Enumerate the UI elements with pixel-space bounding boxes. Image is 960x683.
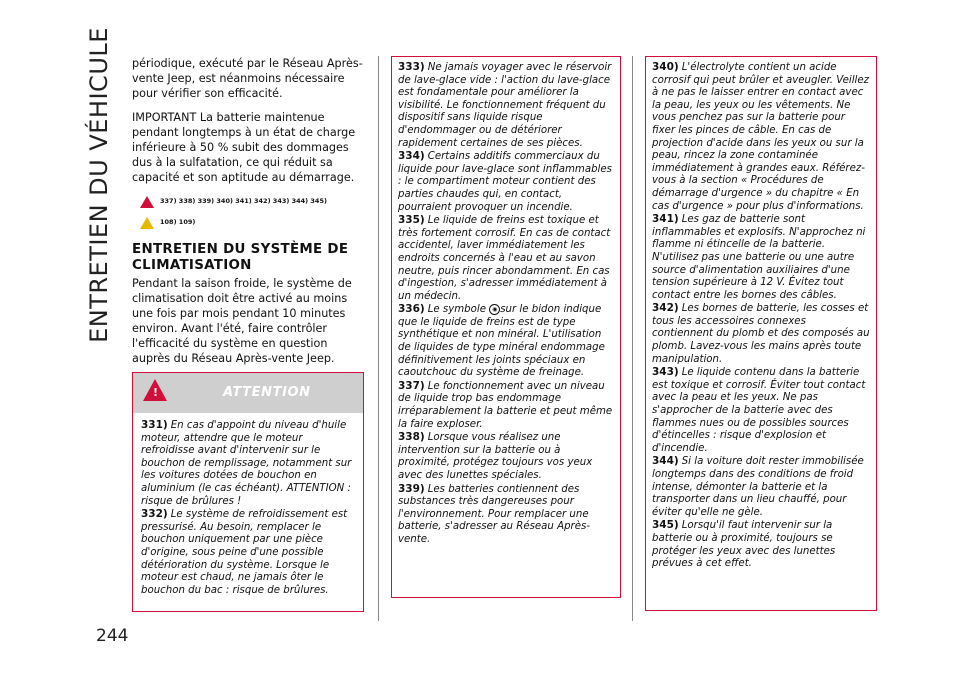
item-number: 337) bbox=[398, 379, 425, 392]
item-number: 335) bbox=[398, 214, 425, 227]
warning-item bbox=[398, 483, 614, 547]
item-number: 340) bbox=[652, 61, 679, 73]
warning-item bbox=[652, 302, 870, 366]
item-number: 334) bbox=[398, 150, 425, 163]
warning-box-column-2 bbox=[391, 56, 621, 598]
warning-triangle-icon: ! bbox=[143, 379, 167, 401]
item-number: 345) bbox=[652, 519, 679, 532]
item-text: sur le bidon indique que le liquide de freins est de type synthétique et non minéral. L'utilisation de liquides de type minéral endommage définitivement les joints spéciaux en caoutchouc du système de freinage. bbox=[398, 304, 605, 379]
item-text: Les bornes de batterie, les cosses et tous les accessoires connexes contiennent du plomb et des composés au plomb. Lavez-vous les mains après toute manipulation. bbox=[652, 303, 870, 365]
paragraph-climatisation: Pendant la saison froide, le système de climatisation doit être activé au moins une fois par mois pendant 10 minutes environ. Avant l'été, faire contrôler l'efficacité du système en question auprès du Réseau Après-vente Jeep. bbox=[132, 277, 352, 365]
danger-references bbox=[140, 194, 364, 209]
item-number: 339) bbox=[398, 482, 425, 495]
attention-header bbox=[133, 373, 363, 413]
warning-box-column-3 bbox=[645, 56, 877, 611]
item-text: Le système de refroidissement est pressurisé. Au besoin, remplacer le bouchon uniquement par une pièce d'origine, sous peine d'une possible détérioration du système. Lorsque le moteur est chaud, ne jamais ôter le bouchon du bac : risque de brûlures. bbox=[141, 509, 348, 596]
item-number: 341) bbox=[652, 213, 679, 226]
environment-references bbox=[140, 215, 364, 230]
column-divider bbox=[632, 56, 633, 621]
attention-box bbox=[132, 372, 364, 612]
item-number: 342) bbox=[652, 302, 679, 315]
environment-reference-list: 108) 109) bbox=[160, 218, 196, 226]
column-divider bbox=[378, 56, 379, 621]
warning-item bbox=[652, 519, 870, 570]
environment-icon bbox=[140, 217, 154, 229]
warning-item bbox=[398, 61, 614, 150]
item-text: Le liquide contenu dans la batterie est toxique et corrosif. Éviter tout contact avec la peau et les yeux. Ne pas s'approcher de la batterie avec des flammes nues ou de possibles sources d'étincelles : risque d'explosion et d'incendie. bbox=[652, 367, 866, 454]
item-number: 332) bbox=[141, 508, 168, 521]
item-text: Ne jamais voyager avec le réservoir de lave-glace vide : l'action du lave-glace est fondamentale pour améliorer la visibilité. Le fonctionnement fréquent du dispositif sans liquide risque d'endommager ou de détériorer rapidement certaines de ses pièces. bbox=[398, 62, 612, 149]
page-number: 244 bbox=[96, 626, 129, 646]
attention-label: ATTENTION bbox=[223, 385, 311, 400]
section-heading: ENTRETIEN DU SYSTÈME DE CLIMATISATION bbox=[132, 242, 349, 273]
warning-item bbox=[398, 431, 614, 482]
brake-fluid-symbol-icon: ◉ bbox=[489, 304, 500, 315]
item-text: Les gaz de batterie sont inflammables et explosifs. N'approchez ni flamme ni étincelle de la batterie. N'utilisez pas une batterie ou une autre source d'alimentation auxiliaires d'une tension supérieure à 12 V. Évitez tout contact entre les bornes des câbles. bbox=[652, 214, 866, 301]
chapter-title-text: ENTRETIEN DU VÉHICULE bbox=[85, 27, 113, 343]
item-text: Lorsque vous réalisez une intervention sur la batterie ou à proximité, protégez toujours vos yeux avec des lunettes spéciales. bbox=[398, 432, 593, 481]
attention-items bbox=[133, 413, 363, 601]
item-number: 331) bbox=[141, 419, 168, 431]
danger-warning-icon bbox=[140, 196, 154, 208]
item-number: 338) bbox=[398, 431, 425, 444]
warning-item bbox=[141, 508, 357, 597]
warning-item bbox=[652, 61, 870, 213]
warning-item bbox=[141, 419, 357, 508]
item-text: L'électrolyte contient un acide corrosif qui peut brûler et aveugler. Veillez à ne pas le laisser entrer en contact avec la peau, les yeux ou les vêtements. Ne vous penchez pas sur la batterie pour fixer les pinces de câble. En cas de projection d'acide dans les yeux ou sur la peau, rincez la zone contaminée immédiatement à grandes eaux. Référez-vous à la section « Procédures de démarrage d'urgence » du chapitre « En cas d'urgence » pour plus d'informations. bbox=[652, 62, 869, 212]
warning-item bbox=[652, 455, 870, 519]
item-number: 336) bbox=[398, 303, 425, 316]
column-1 bbox=[132, 56, 364, 375]
warning-item bbox=[398, 214, 614, 303]
item-text: Les batteries contiennent des substances très dangereuses pour l'environnement. Pour remplacer une batterie, s'adresser au Réseau Après-vente. bbox=[398, 483, 590, 545]
item-text: Le symbole bbox=[427, 304, 486, 316]
warning-item bbox=[652, 213, 870, 302]
warning-item bbox=[652, 366, 870, 455]
paragraph-intro: périodique, exécuté par le Réseau Après-vente Jeep, est néanmoins nécessaire pour vérifier son efficacité. bbox=[132, 57, 363, 100]
item-text: En cas d'appoint du niveau d'huile moteur, attendre que le moteur refroidisse avant d'intervenir sur le bouchon de remplissage, notamment sur les voitures dotées de bouchon en aluminium (le cas échéant). ATTENTION : risque de brûlures ! bbox=[141, 420, 352, 507]
warning-item bbox=[398, 380, 614, 431]
item-number: 333) bbox=[398, 61, 425, 73]
item-text: Certains additifs commerciaux du liquide pour lave-glace sont inflammables : le compartiment moteur contient des parties chaudes qui, en contact, pourraient provoquer un incendie. bbox=[398, 151, 612, 213]
chapter-side-title bbox=[85, 27, 113, 343]
item-text: Le liquide de freins est toxique et très fortement corrosif. En cas de contact accidentel, laver immédiatement les endroits concernés à l'eau et au savon neutre, puis rincer abondamment. En cas d'ingestion, s'adresser immédiatement à un médecin. bbox=[398, 215, 611, 302]
warning-item bbox=[398, 303, 614, 380]
item-text: Si la voiture doit rester immobilisée longtemps dans des conditions de froid intense, démonter la batterie et la transporter dans un lieu chauffé, pour éviter qu'elle ne gèle. bbox=[652, 456, 864, 518]
item-text: Le fonctionnement avec un niveau de liquide trop bas endommage irréparablement la batterie et peut même la faire exploser. bbox=[398, 380, 613, 430]
item-text: Lorsqu'il faut intervenir sur la batterie ou à proximité, toujours se protéger les yeux avec des lunettes prévues à cet effet. bbox=[652, 520, 836, 570]
paragraph-important: IMPORTANT La batterie maintenue pendant longtemps à un état de charge inférieure à 50 % subit des dommages dus à la sulfatation, ce qui réduit sa capacité et son aptitude au démarrage. bbox=[132, 111, 356, 184]
danger-reference-list: 337) 338) 339) 340) 341) 342) 343) 344) 345) bbox=[160, 197, 327, 205]
item-number: 344) bbox=[652, 455, 679, 468]
warning-item bbox=[398, 150, 614, 214]
item-number: 343) bbox=[652, 366, 679, 379]
